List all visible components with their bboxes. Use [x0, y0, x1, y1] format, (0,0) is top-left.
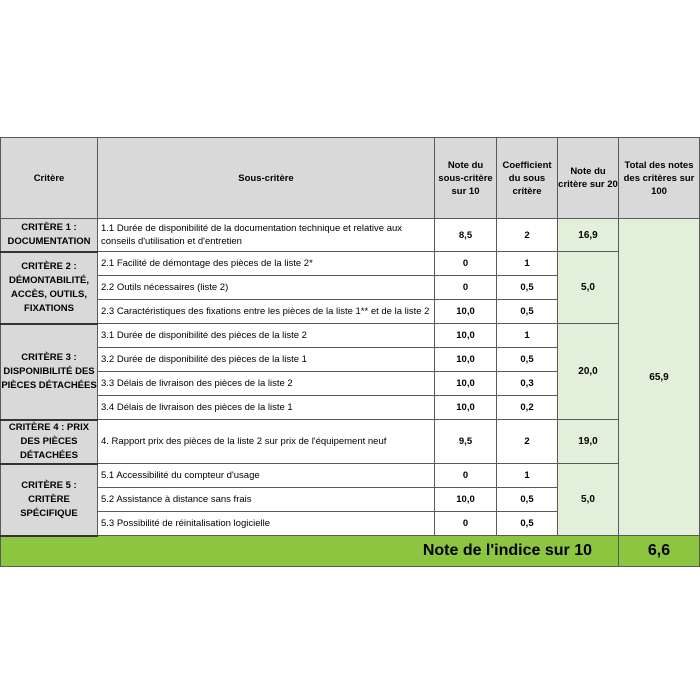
subcriterion-note: 10,0	[435, 348, 497, 372]
subcriterion-label: 5.3 Possibilité de réinitalisation logicielle	[98, 512, 435, 536]
subcriterion-note: 8,5	[435, 219, 497, 252]
subcriterion-label: 3.1 Durée de disponibilité des pièces de la liste 2	[98, 324, 435, 348]
subcriterion-note: 10,0	[435, 396, 497, 420]
header-coefficient: Coefficient du sous critère	[497, 138, 558, 219]
table-row	[1, 464, 700, 488]
subcriterion-label: 3.2 Durée de disponibilité des pièces de la liste 1	[98, 348, 435, 372]
repairability-score-table	[0, 137, 700, 567]
header-row	[1, 138, 700, 219]
subcriterion-label: 2.3 Caractéristiques des fixations entre les pièces de la liste 1** et de la liste 2	[98, 300, 435, 324]
criterion-name: CRITÈRE 2 : DÉMONTABILITÉ, ACCÈS, OUTILS, FIXATIONS	[1, 252, 98, 324]
criterion-score-20: 19,0	[558, 420, 619, 464]
table-row	[1, 420, 700, 464]
subcriterion-coefficient: 0,5	[497, 512, 558, 536]
subcriterion-note: 10,0	[435, 488, 497, 512]
subcriterion-note: 0	[435, 512, 497, 536]
index-value: 6,6	[619, 536, 700, 567]
subcriterion-label: 2.2 Outils nécessaires (liste 2)	[98, 276, 435, 300]
table-row	[1, 219, 700, 252]
subcriterion-note: 10,0	[435, 372, 497, 396]
subcriterion-note: 10,0	[435, 324, 497, 348]
subcriterion-label: 5.1 Accessibilité du compteur d'usage	[98, 464, 435, 488]
subcriterion-note: 0	[435, 252, 497, 276]
subcriterion-coefficient: 0,5	[497, 276, 558, 300]
total-score-100: 65,9	[619, 219, 700, 536]
subcriterion-label: 4. Rapport prix des pièces de la liste 2 sur prix de l'équipement neuf	[98, 420, 435, 464]
header-sous-critere: Sous-critère	[98, 138, 435, 219]
table-row	[1, 252, 700, 276]
criterion-name: CRITÈRE 5 : CRITÈRE SPÉCIFIQUE	[1, 464, 98, 536]
header-note-critere: Note du critère sur 20	[558, 138, 619, 219]
header-total: Total des notes des critères sur 100	[619, 138, 700, 219]
subcriterion-coefficient: 0,5	[497, 488, 558, 512]
subcriterion-note: 10,0	[435, 300, 497, 324]
header-critere: Critère	[1, 138, 98, 219]
footer-row	[1, 536, 700, 567]
subcriterion-label: 3.4 Délais de livraison des pièces de la liste 1	[98, 396, 435, 420]
subcriterion-label: 2.1 Facilité de démontage des pièces de la liste 2*	[98, 252, 435, 276]
subcriterion-coefficient: 1	[497, 464, 558, 488]
criterion-score-20: 20,0	[558, 324, 619, 420]
criterion-name: CRITÈRE 4 : PRIX DES PIÈCES DÉTACHÉES	[1, 420, 98, 464]
subcriterion-note: 9,5	[435, 420, 497, 464]
index-label: Note de l'indice sur 10	[1, 536, 619, 567]
criterion-name: CRITÈRE 3 : DISPONIBILITÉ DES PIÈCES DÉTACHÉES	[1, 324, 98, 420]
subcriterion-coefficient: 1	[497, 324, 558, 348]
subcriterion-coefficient: 2	[497, 219, 558, 252]
criterion-score-20: 5,0	[558, 464, 619, 536]
table-row	[1, 324, 700, 348]
subcriterion-coefficient: 0,5	[497, 300, 558, 324]
subcriterion-coefficient: 0,3	[497, 372, 558, 396]
criterion-score-20: 16,9	[558, 219, 619, 252]
subcriterion-label: 1.1 Durée de disponibilité de la documentation technique et relative aux conseils d'utilisation et d'entretien	[98, 219, 435, 252]
subcriterion-note: 0	[435, 464, 497, 488]
subcriterion-note: 0	[435, 276, 497, 300]
header-note-sous-critere: Note du sous-critère sur 10	[435, 138, 497, 219]
subcriterion-coefficient: 0,2	[497, 396, 558, 420]
subcriterion-coefficient: 2	[497, 420, 558, 464]
subcriterion-label: 5.2 Assistance à distance sans frais	[98, 488, 435, 512]
subcriterion-coefficient: 0,5	[497, 348, 558, 372]
subcriterion-label: 3.3 Délais de livraison des pièces de la liste 2	[98, 372, 435, 396]
criterion-score-20: 5,0	[558, 252, 619, 324]
subcriterion-coefficient: 1	[497, 252, 558, 276]
criterion-name: CRITÈRE 1 : DOCUMENTATION	[1, 219, 98, 252]
